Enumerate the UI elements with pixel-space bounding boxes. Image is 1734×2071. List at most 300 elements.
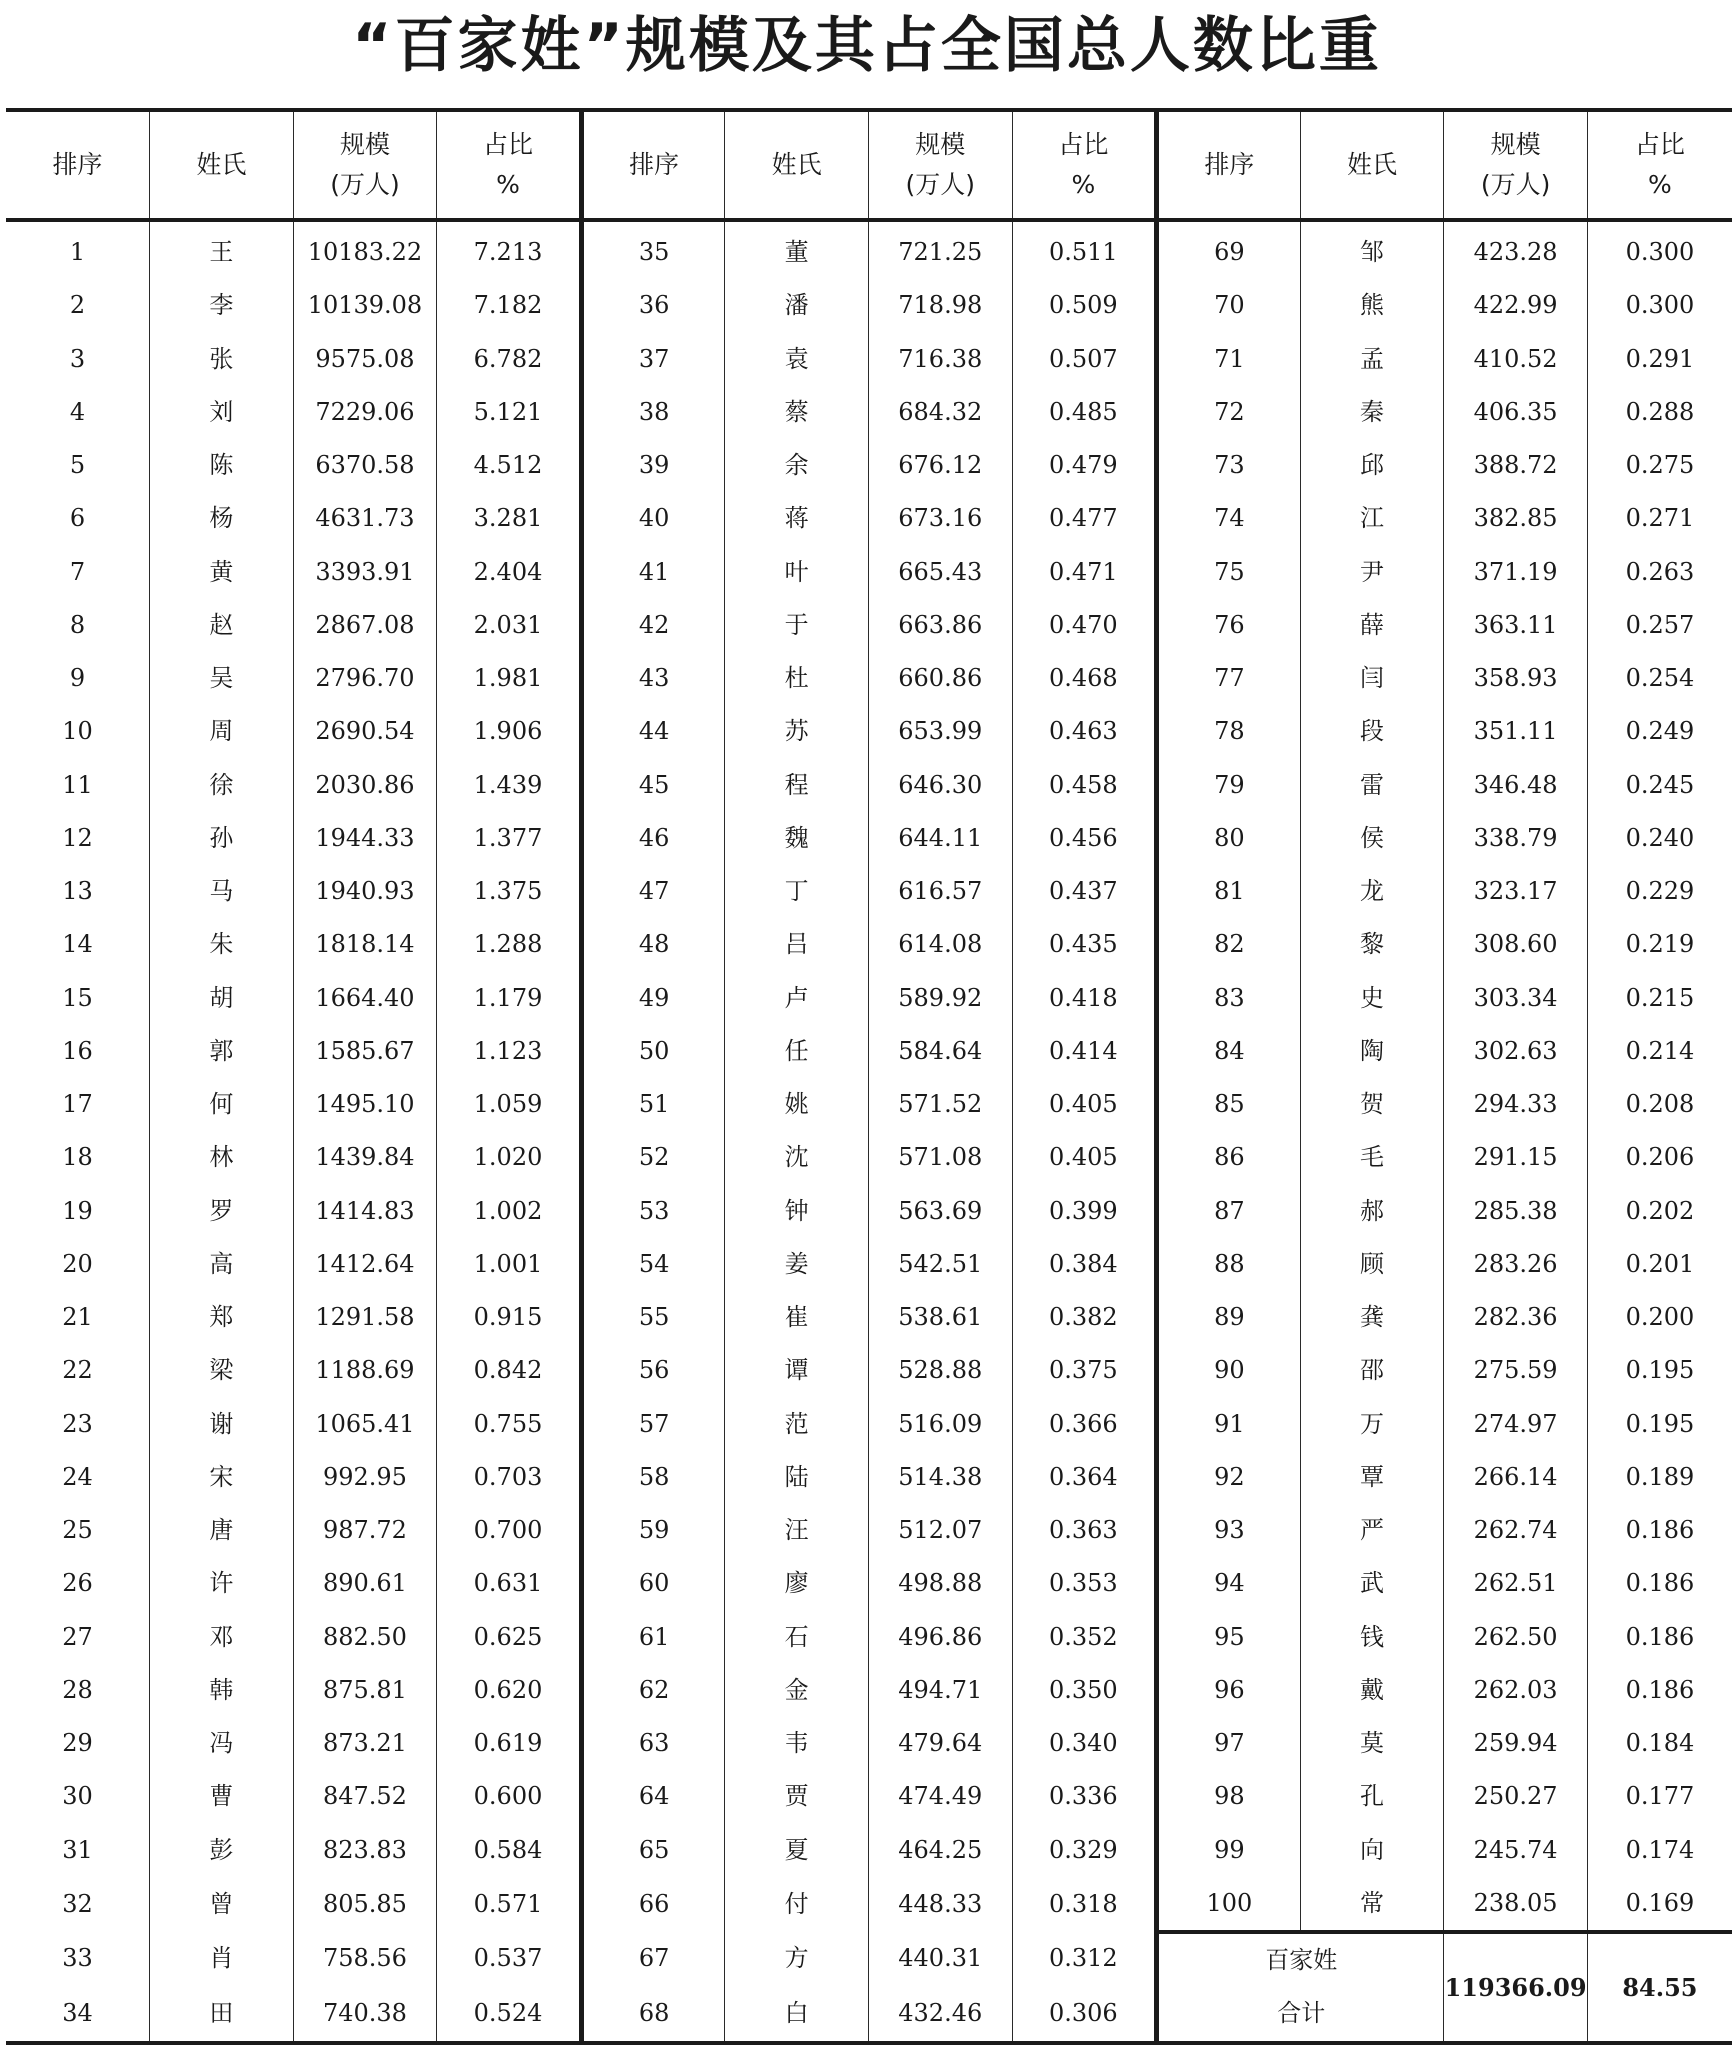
size-cell: 718.98 [868, 279, 1012, 332]
share-cell: 5.121 [437, 386, 582, 439]
rank-cell: 34 [62, 1998, 93, 2027]
share-cell: 0.263 [1587, 546, 1732, 599]
header-size-label: 规模 [339, 130, 390, 159]
share-cell: 1.981 [437, 652, 582, 705]
size-cell: 716.38 [868, 333, 1012, 386]
size-cell: 282.36 [1444, 1291, 1588, 1344]
rank-cell: 77 [1157, 652, 1301, 705]
total-label-line1: 百家姓 [1265, 1946, 1338, 1974]
rank-cell: 6 [69, 504, 86, 533]
rank-cell: 1 [69, 238, 86, 266]
surname-cell: 廖 [725, 1557, 869, 1610]
rank-cell: 88 [1157, 1238, 1301, 1291]
size-cell: 673.16 [868, 492, 1012, 545]
share-cell: 0.202 [1587, 1185, 1732, 1238]
surname-cell: 张 [150, 333, 294, 386]
table-row [6, 1131, 1732, 1184]
size-cell: 494.71 [868, 1664, 1012, 1717]
table-row [6, 1877, 1732, 1932]
share-cell: 1.020 [437, 1131, 582, 1184]
share-cell: 0.625 [437, 1611, 582, 1664]
surname-cell: 程 [725, 759, 869, 812]
rank-cell: 87 [1157, 1185, 1301, 1238]
surname-cell: 肖 [150, 1932, 294, 1986]
size-cell: 432.46 [868, 1986, 1012, 2042]
surname-cell: 夏 [725, 1824, 869, 1877]
share-cell: 0.366 [1012, 1398, 1157, 1451]
share-cell: 0.186 [1587, 1557, 1732, 1610]
rank-cell: 39 [581, 439, 725, 492]
size-cell: 250.27 [1444, 1770, 1588, 1823]
share-cell: 0.240 [1587, 812, 1732, 865]
total-share: 84.55 [1587, 1932, 1732, 2043]
rank-cell: 30 [62, 1782, 93, 1811]
rank-cell: 47 [581, 865, 725, 918]
header-surname-label: 姓氏 [1346, 150, 1397, 179]
rank-cell: 71 [1157, 333, 1301, 386]
share-cell: 1.059 [437, 1078, 582, 1131]
surname-cell: 钟 [725, 1185, 869, 1238]
rank-cell: 69 [1157, 220, 1301, 279]
header-share-unit: % [496, 170, 520, 199]
share-cell: 0.437 [1012, 865, 1157, 918]
size-cell: 584.64 [868, 1025, 1012, 1078]
surname-cell: 熊 [1300, 279, 1444, 332]
surname-cell: 胡 [150, 972, 294, 1025]
rank-cell: 80 [1157, 812, 1301, 865]
surname-cell: 潘 [725, 279, 869, 332]
rank-cell: 83 [1157, 972, 1301, 1025]
rank-cell: 19 [62, 1196, 93, 1225]
rank-cell: 50 [581, 1025, 725, 1078]
surname-cell: 宋 [150, 1451, 294, 1504]
surname-cell: 孔 [1300, 1770, 1444, 1823]
rank-cell: 40 [581, 492, 725, 545]
surname-cell: 魏 [725, 812, 869, 865]
table-row [6, 812, 1732, 865]
surname-cell: 林 [150, 1131, 294, 1184]
size-cell: 873.21 [293, 1717, 437, 1770]
size-cell: 542.51 [868, 1238, 1012, 1291]
surname-cell: 方 [725, 1932, 869, 1986]
surname-cell: 龚 [1300, 1291, 1444, 1344]
header-share [1587, 110, 1732, 220]
size-cell: 245.74 [1444, 1824, 1588, 1877]
rank-cell: 91 [1157, 1398, 1301, 1451]
surname-cell: 曹 [150, 1770, 294, 1823]
share-cell: 0.364 [1012, 1451, 1157, 1504]
rank-cell: 51 [581, 1078, 725, 1131]
size-cell: 262.51 [1444, 1557, 1588, 1610]
table-row [6, 1451, 1732, 1504]
table-row [6, 1238, 1732, 1291]
surname-cell: 袁 [725, 333, 869, 386]
size-cell: 665.43 [868, 546, 1012, 599]
surname-cell: 韩 [150, 1664, 294, 1717]
share-cell: 0.915 [437, 1291, 582, 1344]
rank-cell: 57 [581, 1398, 725, 1451]
size-cell: 262.74 [1444, 1504, 1588, 1557]
table-row [6, 918, 1732, 971]
size-cell: 262.50 [1444, 1611, 1588, 1664]
rank-cell: 94 [1157, 1557, 1301, 1610]
share-cell: 0.405 [1012, 1078, 1157, 1131]
rank-cell: 66 [581, 1877, 725, 1932]
header-share [437, 110, 582, 220]
rank-cell: 52 [581, 1131, 725, 1184]
header-size-unit: (万人) [1480, 170, 1551, 199]
rank-cell: 73 [1157, 439, 1301, 492]
rank-cell: 55 [581, 1291, 725, 1344]
surname-cell: 韦 [725, 1717, 869, 1770]
rank-cell: 13 [62, 877, 93, 905]
header-size-label: 规模 [1490, 130, 1541, 159]
share-cell: 3.281 [437, 492, 582, 545]
table-row [6, 1611, 1732, 1664]
rank-cell: 64 [581, 1770, 725, 1823]
surname-cell: 朱 [150, 918, 294, 971]
size-cell: 644.11 [868, 812, 1012, 865]
share-cell: 1.179 [437, 972, 582, 1025]
surname-cell: 薛 [1300, 599, 1444, 652]
size-cell: 823.83 [293, 1824, 437, 1877]
rank-cell: 92 [1157, 1451, 1301, 1504]
share-cell: 0.620 [437, 1664, 582, 1717]
surname-cell: 陆 [725, 1451, 869, 1504]
size-cell: 646.30 [868, 759, 1012, 812]
size-cell: 2030.86 [293, 759, 437, 812]
rank-cell: 42 [581, 599, 725, 652]
rank-cell: 18 [62, 1143, 93, 1172]
share-cell: 0.375 [1012, 1344, 1157, 1397]
header-size-label: 规模 [915, 130, 966, 159]
surname-cell: 何 [150, 1078, 294, 1131]
rank-cell: 27 [62, 1622, 93, 1651]
surname-cell: 毛 [1300, 1131, 1444, 1184]
share-cell: 7.182 [437, 279, 582, 332]
surname-cell: 钱 [1300, 1611, 1444, 1664]
surname-cell: 刘 [150, 386, 294, 439]
size-cell: 1664.40 [293, 972, 437, 1025]
header-share-label: 占比 [1058, 130, 1109, 159]
size-cell: 496.86 [868, 1611, 1012, 1664]
rank-cell: 44 [581, 705, 725, 758]
size-cell: 410.52 [1444, 333, 1588, 386]
surname-cell: 吴 [150, 652, 294, 705]
rank-cell: 37 [581, 333, 725, 386]
share-cell: 6.782 [437, 333, 582, 386]
share-cell: 0.631 [437, 1557, 582, 1610]
surname-cell: 郑 [150, 1291, 294, 1344]
rank-cell: 53 [581, 1185, 725, 1238]
table-row [6, 1185, 1732, 1238]
share-cell: 0.200 [1587, 1291, 1732, 1344]
surname-cell: 王 [150, 220, 294, 279]
surname-cell: 顾 [1300, 1238, 1444, 1291]
header-share-unit: % [1071, 170, 1096, 199]
surname-cell: 丁 [725, 865, 869, 918]
share-cell: 1.002 [437, 1185, 582, 1238]
size-cell: 363.11 [1444, 599, 1588, 652]
size-cell: 302.63 [1444, 1025, 1588, 1078]
header-share-label: 占比 [483, 130, 534, 159]
share-cell: 0.418 [1012, 972, 1157, 1025]
rank-cell: 32 [62, 1889, 93, 1918]
share-cell: 0.470 [1012, 599, 1157, 652]
share-cell: 0.414 [1012, 1025, 1157, 1078]
surname-cell: 武 [1300, 1557, 1444, 1610]
size-cell: 571.08 [868, 1131, 1012, 1184]
share-cell: 0.208 [1587, 1078, 1732, 1131]
size-cell: 721.25 [868, 220, 1012, 279]
rank-cell: 24 [62, 1462, 93, 1491]
table-row [6, 1025, 1732, 1078]
table-row [6, 1770, 1732, 1823]
share-cell: 0.201 [1587, 1238, 1732, 1291]
surname-cell: 陈 [150, 439, 294, 492]
table-row [6, 705, 1732, 758]
share-cell: 0.468 [1012, 652, 1157, 705]
surname-cell: 贺 [1300, 1078, 1444, 1131]
rank-cell: 72 [1157, 386, 1301, 439]
size-cell: 875.81 [293, 1664, 437, 1717]
share-cell: 0.382 [1012, 1291, 1157, 1344]
surname-cell: 黎 [1300, 918, 1444, 971]
size-cell: 440.31 [868, 1932, 1012, 1986]
share-cell: 0.363 [1012, 1504, 1157, 1557]
rank-cell: 14 [62, 930, 93, 959]
share-cell: 0.275 [1587, 439, 1732, 492]
header-rank-label: 排序 [52, 150, 103, 179]
rank-cell: 49 [581, 972, 725, 1025]
size-cell: 1065.41 [293, 1398, 437, 1451]
rank-cell: 58 [581, 1451, 725, 1504]
size-cell: 291.15 [1444, 1131, 1588, 1184]
share-cell: 1.439 [437, 759, 582, 812]
size-cell: 758.56 [293, 1932, 437, 1986]
rank-cell: 31 [62, 1835, 93, 1864]
rank-cell: 41 [581, 546, 725, 599]
table-row [6, 865, 1732, 918]
header-share-label: 占比 [1634, 130, 1685, 159]
size-cell: 987.72 [293, 1504, 437, 1557]
share-cell: 0.524 [437, 1986, 582, 2042]
share-cell: 0.842 [437, 1344, 582, 1397]
size-cell: 303.34 [1444, 972, 1588, 1025]
rank-cell: 62 [581, 1664, 725, 1717]
rank-cell: 26 [62, 1569, 93, 1598]
size-cell: 2690.54 [293, 705, 437, 758]
size-cell: 805.85 [293, 1877, 437, 1932]
share-cell: 0.340 [1012, 1717, 1157, 1770]
surname-cell: 郝 [1300, 1185, 1444, 1238]
rank-cell: 48 [581, 918, 725, 971]
rank-cell: 10 [62, 717, 93, 746]
share-cell: 0.186 [1587, 1504, 1732, 1557]
size-cell: 275.59 [1444, 1344, 1588, 1397]
share-cell: 0.353 [1012, 1557, 1157, 1610]
size-cell: 259.94 [1444, 1717, 1588, 1770]
size-cell: 663.86 [868, 599, 1012, 652]
table-row [6, 439, 1732, 492]
surname-cell: 周 [150, 705, 294, 758]
size-cell: 614.08 [868, 918, 1012, 971]
rank-cell: 5 [69, 451, 86, 479]
size-cell: 7229.06 [293, 386, 437, 439]
header-row [6, 110, 1732, 220]
surname-cell: 白 [725, 1986, 869, 2042]
share-cell: 0.329 [1012, 1824, 1157, 1877]
share-cell: 0.537 [437, 1932, 582, 1986]
share-cell: 0.184 [1587, 1717, 1732, 1770]
rank-cell: 12 [62, 823, 93, 852]
surname-cell: 孟 [1300, 333, 1444, 386]
rank-cell: 29 [62, 1729, 93, 1757]
share-cell: 0.405 [1012, 1131, 1157, 1184]
surname-cell: 秦 [1300, 386, 1444, 439]
rank-cell: 45 [581, 759, 725, 812]
size-cell: 1414.83 [293, 1185, 437, 1238]
rank-cell: 81 [1157, 865, 1301, 918]
rank-cell: 17 [62, 1090, 93, 1118]
surname-cell: 覃 [1300, 1451, 1444, 1504]
size-cell: 346.48 [1444, 759, 1588, 812]
surname-cell: 江 [1300, 492, 1444, 545]
rank-cell: 67 [581, 1932, 725, 1986]
rank-cell: 84 [1157, 1025, 1301, 1078]
size-cell: 388.72 [1444, 439, 1588, 492]
surname-cell: 孙 [150, 812, 294, 865]
surname-cell: 罗 [150, 1185, 294, 1238]
rank-cell: 54 [581, 1238, 725, 1291]
size-cell: 308.60 [1444, 918, 1588, 971]
header-size-unit: (万人) [905, 170, 976, 199]
rank-cell: 56 [581, 1344, 725, 1397]
size-cell: 516.09 [868, 1398, 1012, 1451]
rank-cell: 4 [69, 397, 86, 426]
surname-cell: 卢 [725, 972, 869, 1025]
size-cell: 563.69 [868, 1185, 1012, 1238]
header-size [1444, 110, 1588, 220]
surname-cell: 汪 [725, 1504, 869, 1557]
size-cell: 2867.08 [293, 599, 437, 652]
surname-cell: 马 [150, 865, 294, 918]
surname-cell: 赵 [150, 599, 294, 652]
surname-cell: 范 [725, 1398, 869, 1451]
surname-cell: 余 [725, 439, 869, 492]
share-cell: 0.463 [1012, 705, 1157, 758]
size-cell: 382.85 [1444, 492, 1588, 545]
surname-cell: 许 [150, 1557, 294, 1610]
table-row [6, 599, 1732, 652]
surname-cell: 蒋 [725, 492, 869, 545]
rank-cell: 90 [1157, 1344, 1301, 1397]
surname-cell: 闫 [1300, 652, 1444, 705]
table-row [6, 1557, 1732, 1610]
rank-cell: 23 [62, 1409, 93, 1438]
rank-cell: 3 [69, 344, 86, 373]
surname-cell: 常 [1300, 1877, 1444, 1932]
surname-cell: 谭 [725, 1344, 869, 1397]
size-cell: 512.07 [868, 1504, 1012, 1557]
rank-cell: 97 [1157, 1717, 1301, 1770]
size-cell: 479.64 [868, 1717, 1012, 1770]
rank-cell: 74 [1157, 492, 1301, 545]
surname-cell: 黄 [150, 546, 294, 599]
surname-cell: 向 [1300, 1824, 1444, 1877]
share-cell: 0.584 [437, 1824, 582, 1877]
surname-cell: 严 [1300, 1504, 1444, 1557]
surname-table [6, 108, 1732, 2045]
share-cell: 0.257 [1587, 599, 1732, 652]
rank-cell: 43 [581, 652, 725, 705]
share-cell: 0.271 [1587, 492, 1732, 545]
surname-cell: 邵 [1300, 1344, 1444, 1397]
share-cell: 0.219 [1587, 918, 1732, 971]
size-cell: 285.38 [1444, 1185, 1588, 1238]
surname-cell: 唐 [150, 1504, 294, 1557]
size-cell: 1291.58 [293, 1291, 437, 1344]
surname-cell: 杜 [725, 652, 869, 705]
surname-cell: 姜 [725, 1238, 869, 1291]
size-cell: 589.92 [868, 972, 1012, 1025]
size-cell: 422.99 [1444, 279, 1588, 332]
share-cell: 0.195 [1587, 1398, 1732, 1451]
surname-cell: 段 [1300, 705, 1444, 758]
rank-cell: 65 [581, 1824, 725, 1877]
size-cell: 294.33 [1444, 1078, 1588, 1131]
size-cell: 514.38 [868, 1451, 1012, 1504]
rank-cell: 82 [1157, 918, 1301, 971]
rank-cell: 16 [62, 1036, 93, 1065]
size-cell: 266.14 [1444, 1451, 1588, 1504]
surname-cell: 陶 [1300, 1025, 1444, 1078]
size-cell: 847.52 [293, 1770, 437, 1823]
surname-cell: 吕 [725, 918, 869, 971]
size-cell: 498.88 [868, 1557, 1012, 1610]
rank-cell: 86 [1157, 1131, 1301, 1184]
share-cell: 0.195 [1587, 1344, 1732, 1397]
size-cell: 406.35 [1444, 386, 1588, 439]
size-cell: 9575.08 [293, 333, 437, 386]
size-cell: 1188.69 [293, 1344, 437, 1397]
header-surname-label: 姓氏 [771, 150, 822, 179]
rank-cell: 22 [62, 1356, 93, 1385]
rank-cell: 28 [62, 1675, 93, 1704]
rank-cell: 96 [1157, 1664, 1301, 1717]
share-cell: 1.001 [437, 1238, 582, 1291]
table-body [6, 220, 1732, 2043]
size-cell: 992.95 [293, 1451, 437, 1504]
share-cell: 0.177 [1587, 1770, 1732, 1823]
header-rank-label: 排序 [629, 150, 680, 179]
share-cell: 1.288 [437, 918, 582, 971]
rank-cell: 11 [62, 770, 93, 799]
header-share [1012, 110, 1157, 220]
table-row [6, 972, 1732, 1025]
header-size-unit: (万人) [330, 170, 400, 199]
size-cell: 1944.33 [293, 812, 437, 865]
share-cell: 1.906 [437, 705, 582, 758]
surname-cell: 莫 [1300, 1717, 1444, 1770]
surname-cell: 任 [725, 1025, 869, 1078]
rank-cell: 8 [69, 610, 86, 639]
size-cell: 464.25 [868, 1824, 1012, 1877]
size-cell: 262.03 [1444, 1664, 1588, 1717]
table-row [6, 759, 1732, 812]
header-surname [150, 110, 294, 220]
size-cell: 1439.84 [293, 1131, 437, 1184]
